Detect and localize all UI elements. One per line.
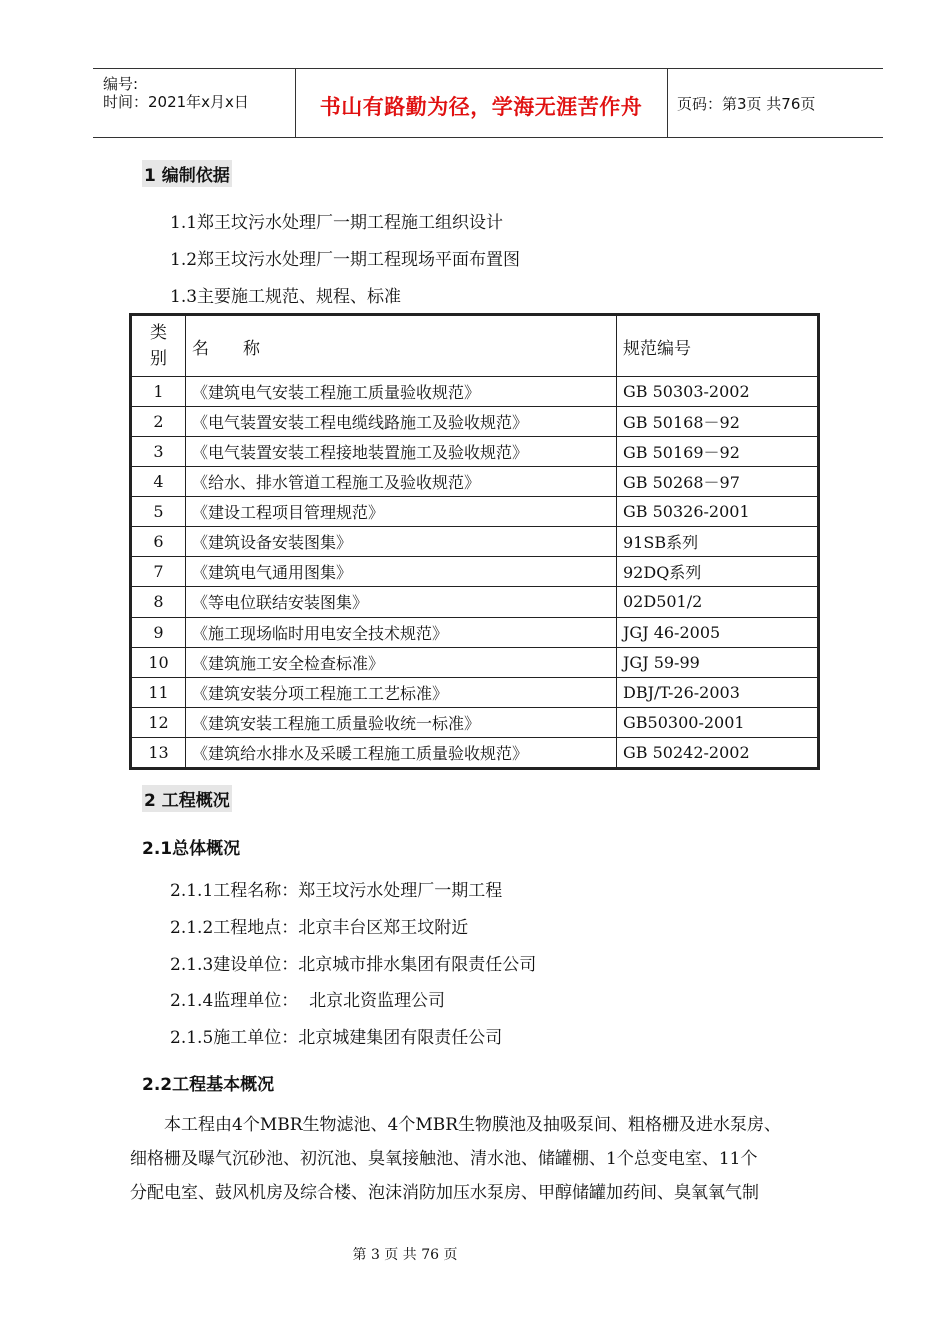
row-code: 92DQ系列 (617, 557, 818, 587)
section-2-1-title: 2.1总体概况 (142, 839, 241, 859)
section-1-title: 1 编制依据 (142, 160, 232, 187)
section-2-2-title: 2.2工程基本概况 (142, 1075, 275, 1095)
header-category: 类别 (132, 316, 186, 377)
standards-table (129, 313, 820, 770)
header-name: 名 称 (186, 316, 617, 377)
body-line: 分配电室、鼓风机房及综合楼、泡沫消防加压水泵房、甲醇储罐加药间、臭氧氧气制 (130, 1183, 759, 1203)
row-code: GB 50242-2002 (617, 737, 818, 767)
row-name: 《建筑电气通用图集》 (186, 557, 617, 587)
row-name: 《建筑设备安装图集》 (186, 527, 617, 557)
row-name: 《建筑安装工程施工质量验收统一标准》 (186, 707, 617, 737)
section-2-2-body (130, 1108, 850, 1210)
body-line: 细格栅及曝气沉砂池、初沉池、臭氧接触池、清水池、储罐棚、1个总变电室、11个 (130, 1149, 758, 1169)
row-no: 4 (132, 467, 186, 497)
row-no: 6 (132, 527, 186, 557)
table-row (132, 377, 818, 407)
table-row (132, 677, 818, 707)
table-row (132, 587, 818, 617)
row-name: 《电气装置安装工程电缆线路施工及验收规范》 (186, 407, 617, 437)
row-code: GB 50268－97 (617, 467, 818, 497)
row-no: 9 (132, 617, 186, 647)
section-1-item-3: 1.3主要施工规范、规程、标准 (170, 287, 402, 307)
row-name: 《建设工程项目管理规范》 (186, 497, 617, 527)
row-no: 5 (132, 497, 186, 527)
row-code: JGJ 46-2005 (617, 617, 818, 647)
row-name: 《建筑给水排水及采暖工程施工质量验收规范》 (186, 737, 617, 767)
row-no: 11 (132, 677, 186, 707)
table-row (132, 617, 818, 647)
table-row (132, 407, 818, 437)
row-name: 《电气装置安装工程接地装置施工及验收规范》 (186, 437, 617, 467)
header-page-label: 页码：第3页 共76页 (677, 95, 816, 113)
row-no: 2 (132, 407, 186, 437)
serial-label: 编号: (103, 75, 139, 93)
row-code: DBJ/T-26-2003 (617, 677, 818, 707)
row-name: 《给水、排水管道工程施工及验收规范》 (186, 467, 617, 497)
section-1-item-2: 1.2郑王坟污水处理厂一期工程现场平面布置图 (170, 250, 521, 270)
header-code: 规范编号 (617, 316, 818, 377)
row-no: 10 (132, 647, 186, 677)
row-code: 02D501/2 (617, 587, 818, 617)
row-name: 《建筑施工安全检查标准》 (186, 647, 617, 677)
header-meta (93, 69, 296, 137)
time-label: 时间：2021年x月x日 (103, 93, 249, 111)
row-no: 8 (132, 587, 186, 617)
table-row (132, 647, 818, 677)
row-name: 《建筑安装分项工程施工工艺标准》 (186, 677, 617, 707)
table-row (132, 527, 818, 557)
row-name: 《等电位联结安装图集》 (186, 587, 617, 617)
header-motto-cell (295, 69, 668, 137)
section-2-1-item-1: 2.1.1工程名称：郑王坟污水处理厂一期工程 (170, 881, 503, 901)
row-code: GB 50303-2002 (617, 377, 818, 407)
table-header-row (132, 316, 818, 377)
row-no: 3 (132, 437, 186, 467)
table-row (132, 557, 818, 587)
section-2-1-item-5: 2.1.5施工单位：北京城建集团有限责任公司 (170, 1028, 503, 1048)
row-no: 12 (132, 707, 186, 737)
header-page-cell (667, 69, 883, 137)
table-row (132, 497, 818, 527)
row-no: 13 (132, 737, 186, 767)
row-code: GB 50326-2001 (617, 497, 818, 527)
row-code: JGJ 59-99 (617, 647, 818, 677)
page-header (93, 68, 883, 138)
section-2-title: 2 工程概况 (142, 785, 232, 812)
section-2-1-item-4: 2.1.4监理单位： 北京北资监理公司 (170, 991, 446, 1011)
row-code: GB 50169－92 (617, 437, 818, 467)
row-no: 7 (132, 557, 186, 587)
section-2-1-item-2: 2.1.2工程地点：北京丰台区郑王坟附近 (170, 918, 469, 938)
row-code: 91SB系列 (617, 527, 818, 557)
header-motto: 书山有路勤为径，学海无涯苦作舟 (319, 95, 643, 119)
section-1-item-1: 1.1郑王坟污水处理厂一期工程施工组织设计 (170, 213, 504, 233)
footer-page-number: 第 3 页 共 76 页 (352, 1247, 458, 1263)
table-row (132, 737, 818, 767)
table-row (132, 437, 818, 467)
table-row (132, 707, 818, 737)
row-code: GB 50168－92 (617, 407, 818, 437)
row-no: 1 (132, 377, 186, 407)
row-name: 《施工现场临时用电安全技术规范》 (186, 617, 617, 647)
row-code: GB50300-2001 (617, 707, 818, 737)
table-row (132, 467, 818, 497)
body-line: 本工程由4个MBR生物滤池、4个MBR生物膜池及抽吸泵间、粗格栅及进水泵房、 (130, 1115, 782, 1135)
section-2-1-item-3: 2.1.3建设单位：北京城市排水集团有限责任公司 (170, 955, 537, 975)
row-name: 《建筑电气安装工程施工质量验收规范》 (186, 377, 617, 407)
page-footer (0, 1244, 950, 1264)
